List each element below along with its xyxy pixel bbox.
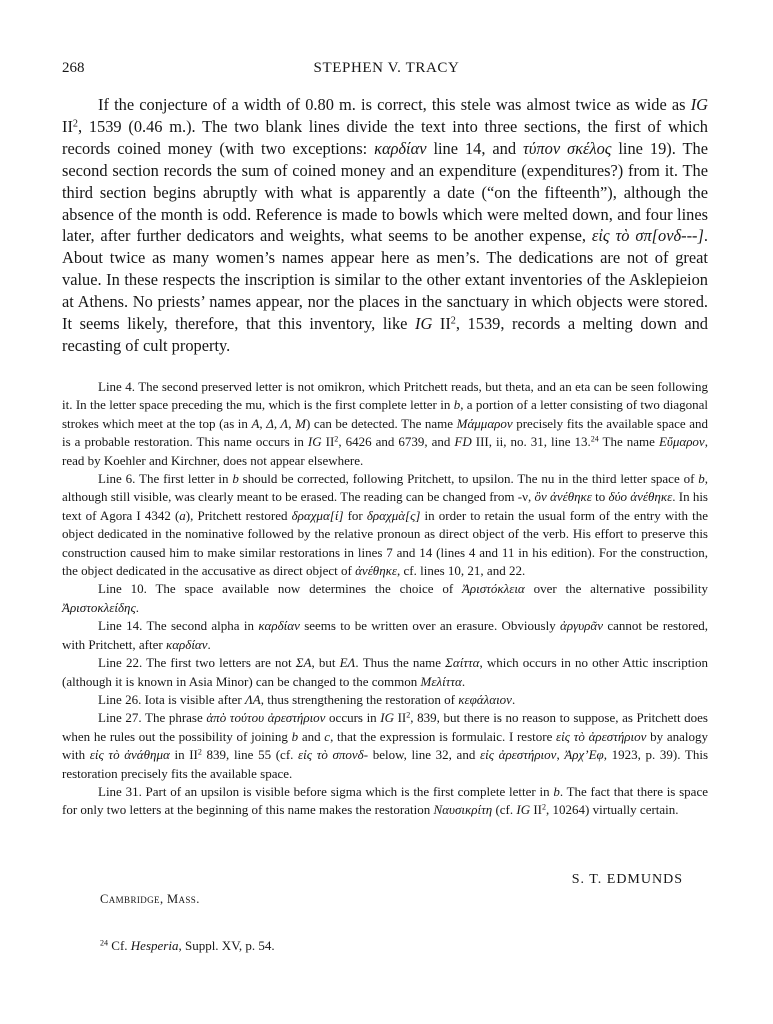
note-line-10: Line 10. The space available now determines the choice of Ἀριστόκλεια over the alternative possibility Ἀριστοκλείδης. (62, 581, 709, 615)
footnote-reference: 24 (590, 434, 599, 444)
note-line-31: Line 31. Part of an upsilon is visible before sigma which is the first complete letter in b. The fact that there is space for only two letters at the beginning of this name makes the restoration Ναυσικρίτη (cf. IG $II^2$, 10264) virtually certain. (62, 783, 708, 818)
running-head: STEPHEN V. TRACY (313, 60, 460, 76)
main-paragraph: If the conjecture of a width of 0.80 m. is correct, this stele was almost twice as wide as IG $II^2$, 1539 (0.46 m.). The two blank lines divide the text into three sections, the first of which records coined money (with two exceptions: καρδίαν line 14, and τύπον σκέλος line 19). The second section records the sum of coined money and an expenditure (expenditures?) from it. The third section begins abruptly with what is apparently a date (“on the fifteenth”), although the absence of the month is odd. Reference is made to bowls which were melted down, and four lines later, after further dedicators and weights, what seems to be another expense, εἰς τὸ σπ[ονδ---]. About twice as many women’s names appear here as men’s. The dedications are not of great value. In these respects the inscription is similar to the other extant inventories of the Asklepieion at Athens. No priests’ names appear, nor the places in the sanctuary in which objects were stored. It seems likely, therefore, that this inventory, like IG $II^2$, 1539, records a melting down and recasting of cult property. (62, 95, 709, 355)
main-text (62, 94, 708, 357)
author-signature: S. T. EDMUNDS (571, 872, 683, 887)
page-number: 268 (62, 60, 85, 76)
footnote: $^{24}$ Cf. Hesperia, Suppl. XV, p. 54. (100, 938, 275, 953)
footnote-journal: Hesperia (130, 938, 179, 953)
note-line-27: Line 27. The phrase ἀπὸ τούτου ἀρεστήριον occurs in IG $II^2$, 839, but there is no reason to suppose, as Pritchett does when he rules out the possibility of joining b and c, that the expression is formulaic. I restore εἰς τὸ ἀρεστήριον by analogy with εἰς τὸ ἀνάθημα in $II^2$ 839, line 55 (cf. εἰς τὸ σπονδ- below, line 32, and εἰς ἀρεστήριον, Ἀρχ’Εφ, 1923, p. 39). This restoration precisely fits the available space. (62, 710, 709, 781)
note-line-22: Line 22. The first two letters are not ΣΑ, but ΕΛ. Thus the name Σαίττα, which occurs in no other Attic inscription (although it is known in Asia Minor) can be changed to the common Μελίττα. (62, 655, 708, 689)
note-line-4: Line 4. The second preserved letter is not omikron, which Pritchett reads, but theta, and an eta can be seen following it. In the letter space preceding the mu, which is the first complete letter in b, a portion of a letter consisting of two diagonal strokes which meet at the top (as in A, Δ, Λ, M) can be detected. The name Μάμμαρον precisely fits the available space and is a probable restoration. This name occurs in IG $II^2$, 6426 and 6739, and FD III, ii, no. 31, line 13.24 The name Εὔμαρον, read by Koehler and Kirchner, does not appear elsewhere. (62, 379, 708, 468)
note-line-14: Line 14. The second alpha in καρδίαν seems to be written over an erasure. Obviously ἀργυρᾶν cannot be restored, with Pritchett, after καρδίαν. (62, 618, 709, 652)
epigraphic-notes (62, 378, 708, 820)
author-affiliation: Cambridge, Mass. (100, 892, 200, 906)
footnote-marker: 24 (100, 938, 109, 948)
page-header (0, 60, 773, 82)
note-line-6: Line 6. The first letter in b should be corrected, following Pritchett, to upsilon. The nu in the third letter space of b, although still visible, was clearly meant to be erased. The reading can be changed from -ν, ὃν ἀνέθηκε to δύο ἀνέθηκε. In his text of Agora I 4342 (a), Pritchett restored δραχμα[ί] for δραχμὰ[ς] in order to retain the usual form of the entry with the object dedicated in the nominative followed by the relative pronoun as direct object of the verb. His effort to preserve this construction caused him to make similar restorations in lines 7 and 14 (lines 4 and 11 in his edition). For the construction, the object dedicated in the accusative as direct object of ἀνέθηκε, cf. lines 10, 21, and 22. (62, 471, 708, 579)
note-line-26: Line 26. Iota is visible after ΛΑ, thus strengthening the restoration of κεφάλαιον. (98, 691, 516, 707)
